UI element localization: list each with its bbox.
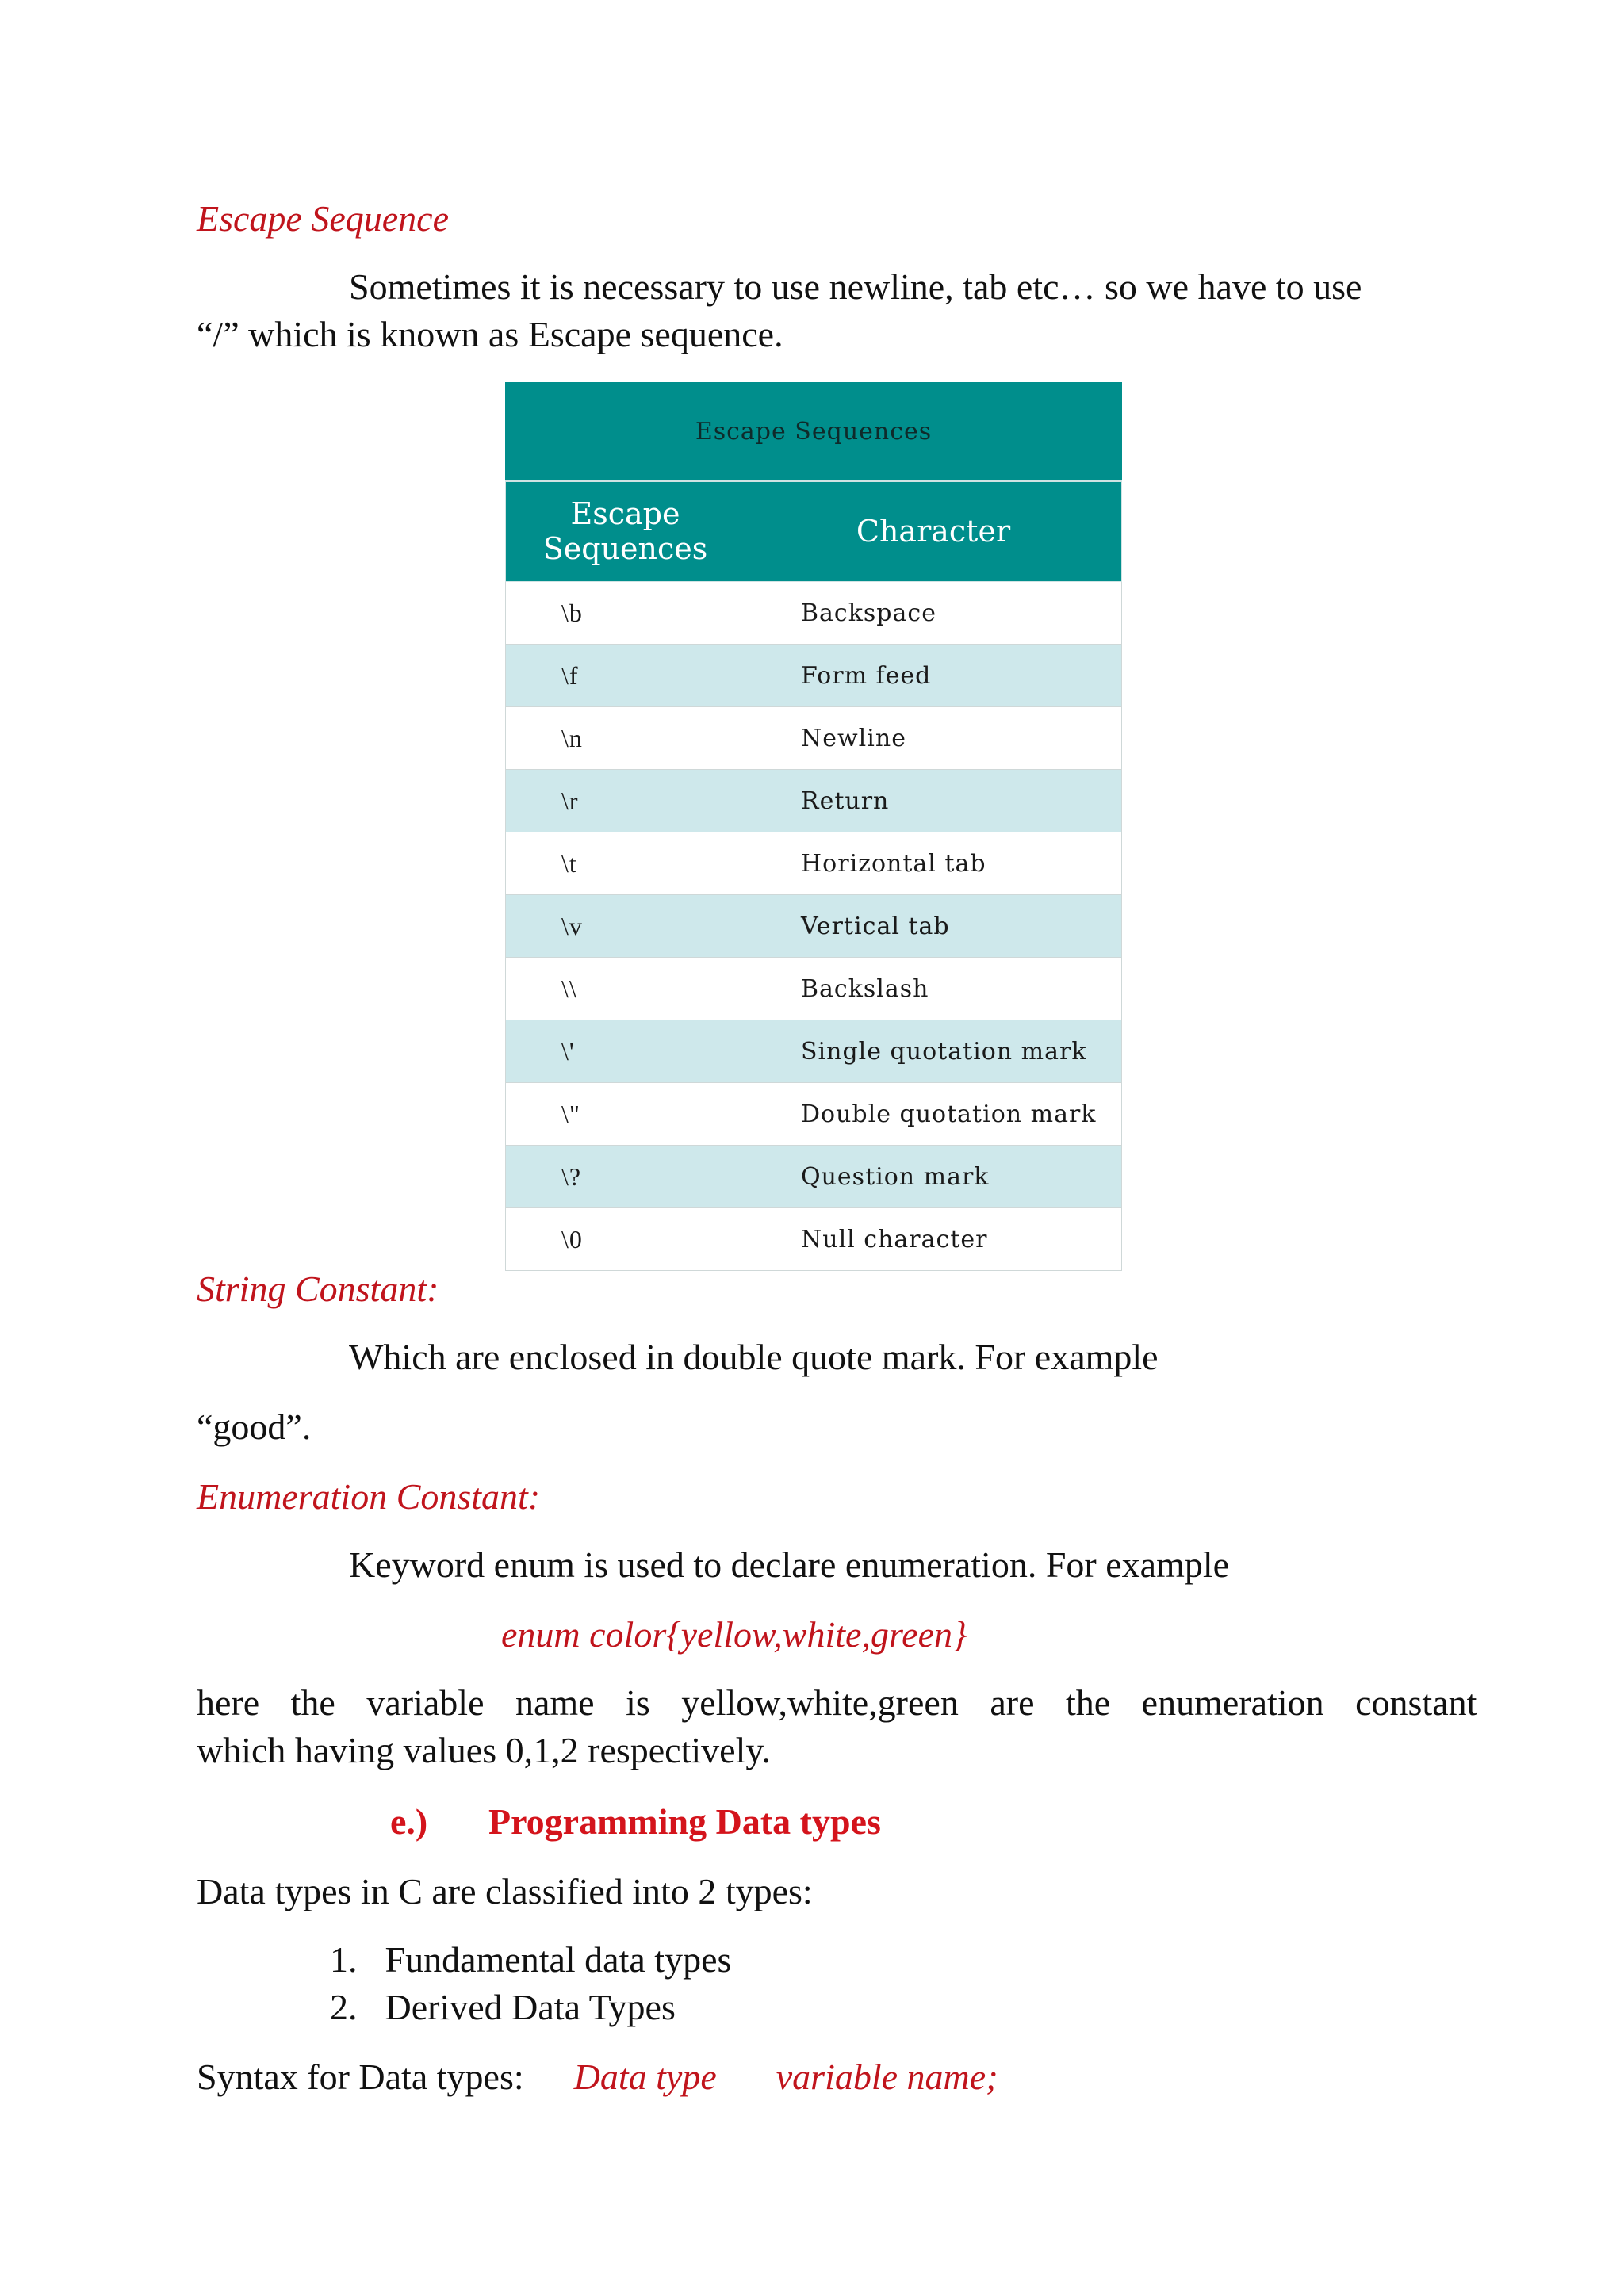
escape-sequence-heading: Escape Sequence bbox=[197, 198, 450, 239]
escape-desc: Backslash bbox=[745, 958, 1122, 1020]
enumeration-line2: here the variable name is yellow,white,green are the enumeration constant bbox=[197, 1682, 1477, 1723]
table-row bbox=[506, 707, 1122, 770]
escape-code: \b bbox=[506, 582, 745, 645]
datatypes-intro: Data types in C are classified into 2 types: bbox=[197, 1871, 813, 1911]
table-row bbox=[506, 1208, 1122, 1271]
string-constant-example: “good”. bbox=[197, 1406, 312, 1447]
escape-code: \f bbox=[506, 645, 745, 707]
section-title: Programming Data types bbox=[488, 1801, 881, 1842]
syntax-type: Data type bbox=[573, 2057, 717, 2097]
table-caption: Escape Sequences bbox=[506, 383, 1122, 481]
string-constant-heading: String Constant: bbox=[197, 1269, 439, 1309]
syntax-line bbox=[197, 2053, 998, 2101]
table-row bbox=[506, 770, 1122, 832]
escape-desc: Question mark bbox=[745, 1146, 1122, 1208]
escape-sequences-table bbox=[505, 382, 1122, 1271]
escape-desc: Null character bbox=[745, 1208, 1122, 1271]
escape-desc: Vertical tab bbox=[745, 895, 1122, 958]
escape-code: \r bbox=[506, 770, 745, 832]
escape-code: \\ bbox=[506, 958, 745, 1020]
table-row bbox=[506, 895, 1122, 958]
list-item bbox=[330, 1936, 731, 1984]
list-text: Fundamental data types bbox=[385, 1939, 732, 1980]
list-number: 1. bbox=[330, 1939, 358, 1980]
col-header-escape: Escape Sequences bbox=[506, 481, 745, 582]
escape-para-line2: “/” which is known as Escape sequence. bbox=[197, 314, 783, 354]
escape-code: \0 bbox=[506, 1208, 745, 1271]
escape-code: \v bbox=[506, 895, 745, 958]
table-row bbox=[506, 832, 1122, 895]
escape-desc: Double quotation mark bbox=[745, 1083, 1122, 1146]
escape-code: \t bbox=[506, 832, 745, 895]
enumeration-line1: Keyword enum is used to declare enumeration. For example bbox=[349, 1544, 1230, 1585]
escape-sequence-paragraph bbox=[197, 263, 1431, 358]
table-row bbox=[506, 1083, 1122, 1146]
escape-desc: Newline bbox=[745, 707, 1122, 770]
escape-code: \" bbox=[506, 1083, 745, 1146]
syntax-variable: variable name; bbox=[776, 2057, 998, 2097]
enum-example-code: enum color{yellow,white,green} bbox=[501, 1614, 967, 1655]
enumeration-line3: which having values 0,1,2 respectively. bbox=[197, 1730, 771, 1770]
table-row bbox=[506, 582, 1122, 645]
escape-desc: Single quotation mark bbox=[745, 1020, 1122, 1083]
escape-code: \? bbox=[506, 1146, 745, 1208]
escape-desc: Form feed bbox=[745, 645, 1122, 707]
escape-code: \' bbox=[506, 1020, 745, 1083]
list-number: 2. bbox=[330, 1987, 358, 2027]
list-item bbox=[330, 1984, 676, 2031]
escape-desc: Return bbox=[745, 770, 1122, 832]
string-constant-line1: Which are enclosed in double quote mark. For example bbox=[349, 1337, 1159, 1377]
escape-para-line1: Sometimes it is necessary to use newline, tab etc… so we have to use bbox=[349, 266, 1362, 307]
escape-code: \n bbox=[506, 707, 745, 770]
table-row bbox=[506, 1146, 1122, 1208]
enumeration-paragraph bbox=[197, 1679, 1477, 1774]
enumeration-constant-heading: Enumeration Constant: bbox=[197, 1476, 541, 1517]
escape-desc: Backspace bbox=[745, 582, 1122, 645]
list-text: Derived Data Types bbox=[385, 1987, 676, 2027]
table-row bbox=[506, 645, 1122, 707]
section-number: e.) bbox=[390, 1801, 428, 1842]
col-header-character: Character bbox=[745, 481, 1122, 582]
syntax-label: Syntax for Data types: bbox=[197, 2057, 524, 2097]
escape-desc: Horizontal tab bbox=[745, 832, 1122, 895]
table-row bbox=[506, 1020, 1122, 1083]
table-row bbox=[506, 958, 1122, 1020]
